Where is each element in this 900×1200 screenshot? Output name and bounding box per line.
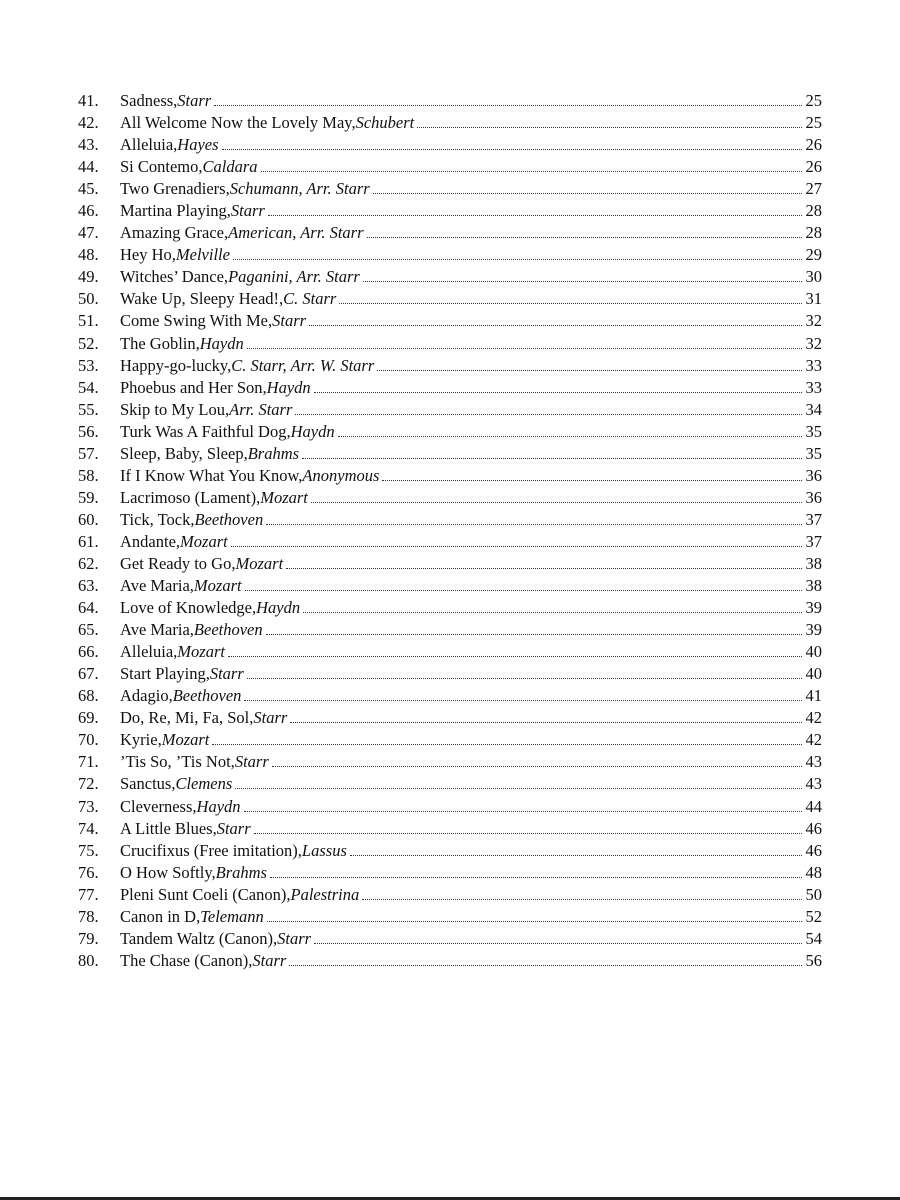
- dot-leader: [231, 546, 802, 547]
- toc-entry: [78, 355, 822, 377]
- entry-number: 71.: [78, 752, 99, 772]
- dot-leader: [247, 678, 802, 679]
- entry-page-number: 52: [805, 906, 822, 926]
- entry-title: Alleluia,: [120, 642, 178, 662]
- entry-page-number: 42: [805, 730, 822, 750]
- entry-number: 43.: [78, 135, 99, 155]
- entry-composer: Starr: [234, 752, 269, 772]
- dot-leader: [295, 414, 802, 415]
- entry-title: Get Ready to Go,: [120, 553, 236, 573]
- entry-title: All Welcome Now the Lovely May,: [120, 113, 356, 133]
- toc-entry: [78, 310, 822, 332]
- entry-title: If I Know What You Know,: [120, 465, 303, 485]
- toc-entry: [78, 377, 822, 399]
- entry-composer: Palestrina: [290, 884, 360, 904]
- entry-title: O How Softly,: [120, 862, 216, 882]
- toc-entry: [78, 950, 822, 972]
- toc-entry: [78, 509, 822, 531]
- entry-number: 49.: [78, 267, 99, 287]
- entry-composer: Beethoven: [193, 620, 263, 640]
- entry-composer: Anonymous: [302, 465, 380, 485]
- entry-page-number: 31: [805, 289, 822, 309]
- toc-entry: [78, 884, 822, 906]
- dot-leader: [268, 215, 802, 216]
- entry-composer: Beethoven: [172, 686, 242, 706]
- entry-composer: Haydn: [199, 333, 244, 353]
- entry-title: Andante,: [120, 531, 181, 551]
- entry-page-number: 36: [805, 465, 822, 485]
- entry-page-number: 29: [805, 245, 822, 265]
- dot-leader: [290, 722, 802, 723]
- entry-composer: Mozart: [161, 730, 210, 750]
- entry-title: Turk Was A Faithful Dog,: [120, 421, 291, 441]
- entry-page-number: 54: [805, 928, 822, 948]
- entry-composer: American, Arr. Starr: [228, 223, 364, 243]
- entry-number: 78.: [78, 906, 99, 926]
- entry-composer: Melville: [175, 245, 230, 265]
- entry-composer: Brahms: [215, 862, 267, 882]
- dot-leader: [286, 568, 802, 569]
- entry-number: 79.: [78, 928, 99, 948]
- toc-entry: [78, 244, 822, 266]
- toc-entry: [78, 421, 822, 443]
- entry-number: 47.: [78, 223, 99, 243]
- entry-title: Phoebus and Her Son,: [120, 377, 267, 397]
- entry-page-number: 25: [805, 113, 822, 133]
- entry-title: Si Contemo,: [120, 157, 203, 177]
- toc-entry: [78, 112, 822, 134]
- entry-page-number: 44: [805, 796, 822, 816]
- dot-leader: [363, 281, 802, 282]
- entry-title: Start Playing,: [120, 664, 210, 684]
- entry-number: 42.: [78, 113, 99, 133]
- dot-leader: [244, 811, 802, 812]
- entry-composer: Hayes: [177, 135, 219, 155]
- entry-composer: Beethoven: [194, 509, 264, 529]
- dot-leader: [270, 877, 802, 878]
- entry-page-number: 26: [805, 135, 822, 155]
- toc-entry: [78, 266, 822, 288]
- entry-number: 55.: [78, 399, 99, 419]
- entry-page-number: 33: [805, 377, 822, 397]
- entry-composer: C. Starr: [283, 289, 337, 309]
- dot-leader: [373, 193, 802, 194]
- dot-leader: [244, 700, 802, 701]
- entry-composer: Starr: [230, 201, 265, 221]
- entry-title: Do, Re, Mi, Fa, Sol,: [120, 708, 254, 728]
- entry-page-number: 56: [805, 950, 822, 970]
- entry-number: 64.: [78, 598, 99, 618]
- entry-title: Sadness,: [120, 91, 178, 110]
- entry-composer: Schubert: [355, 113, 415, 133]
- entry-number: 58.: [78, 465, 99, 485]
- entry-page-number: 35: [805, 421, 822, 441]
- entry-composer: Caldara: [202, 157, 258, 177]
- dot-leader: [272, 766, 802, 767]
- entry-number: 67.: [78, 664, 99, 684]
- entry-number: 51.: [78, 311, 99, 331]
- entry-title: Adagio,: [120, 686, 173, 706]
- dot-leader: [267, 921, 802, 922]
- entry-composer: Starr: [277, 928, 312, 948]
- dot-leader: [245, 590, 802, 591]
- entry-title: Martina Playing,: [120, 201, 231, 221]
- entry-page-number: 28: [805, 201, 822, 221]
- toc-entry: [78, 840, 822, 862]
- entry-title: Tick, Tock,: [120, 509, 195, 529]
- toc-entry: [78, 134, 822, 156]
- table-of-contents: [78, 90, 822, 972]
- toc-entry: [78, 707, 822, 729]
- toc-entry: [78, 796, 822, 818]
- entry-number: 61.: [78, 531, 99, 551]
- entry-composer: Starr: [253, 708, 288, 728]
- toc-entry: [78, 928, 822, 950]
- entry-number: 63.: [78, 576, 99, 596]
- entry-number: 70.: [78, 730, 99, 750]
- dot-leader: [339, 303, 802, 304]
- entry-page-number: 40: [805, 664, 822, 684]
- toc-entry: [78, 333, 822, 355]
- entry-page-number: 27: [805, 179, 822, 199]
- entry-title: Love of Knowledge,: [120, 598, 257, 618]
- entry-page-number: 32: [805, 333, 822, 353]
- dot-leader: [266, 524, 802, 525]
- entry-composer: Starr: [209, 664, 244, 684]
- entry-title: Come Swing With Me,: [120, 311, 273, 331]
- entry-composer: Haydn: [196, 796, 241, 816]
- entry-page-number: 34: [805, 399, 822, 419]
- toc-entry: [78, 685, 822, 707]
- entry-title: Happy-go-lucky,: [120, 355, 232, 375]
- dot-leader: [261, 171, 802, 172]
- entry-number: 50.: [78, 289, 99, 309]
- entry-number: 44.: [78, 157, 99, 177]
- entry-number: 52.: [78, 333, 99, 353]
- entry-page-number: 38: [805, 576, 822, 596]
- entry-page-number: 41: [805, 686, 822, 706]
- entry-title: Cleverness,: [120, 796, 197, 816]
- entry-title: Sleep, Baby, Sleep,: [120, 443, 248, 463]
- entry-number: 46.: [78, 201, 99, 221]
- entry-number: 60.: [78, 509, 99, 529]
- toc-entry: [78, 619, 822, 641]
- entry-page-number: 30: [805, 267, 822, 287]
- toc-entry: [78, 663, 822, 685]
- dot-leader: [314, 392, 802, 393]
- entry-composer: Starr: [216, 818, 251, 838]
- entry-title: Wake Up, Sleepy Head!,: [120, 289, 284, 309]
- toc-entry: [78, 553, 822, 575]
- entry-number: 48.: [78, 245, 99, 265]
- dot-leader: [338, 436, 802, 437]
- entry-title: Witches’ Dance,: [120, 267, 229, 287]
- dot-leader: [222, 149, 802, 150]
- entry-page-number: 43: [805, 752, 822, 772]
- entry-composer: Haydn: [266, 377, 311, 397]
- entry-title: Amazing Grace,: [120, 223, 229, 243]
- dot-leader: [266, 634, 802, 635]
- dot-leader: [233, 259, 802, 260]
- entry-page-number: 50: [805, 884, 822, 904]
- entry-page-number: 46: [805, 840, 822, 860]
- entry-number: 54.: [78, 377, 99, 397]
- toc-entry: [78, 222, 822, 244]
- toc-entry: [78, 156, 822, 178]
- dot-leader: [309, 325, 802, 326]
- dot-leader: [289, 965, 802, 966]
- dot-leader: [314, 943, 802, 944]
- entry-number: 77.: [78, 884, 99, 904]
- toc-entry: [78, 178, 822, 200]
- entry-title: Canon in D,: [120, 906, 201, 926]
- entry-title: A Little Blues,: [120, 818, 217, 838]
- entry-number: 73.: [78, 796, 99, 816]
- entry-title: Sanctus,: [120, 774, 176, 794]
- entry-composer: Haydn: [256, 598, 301, 618]
- dot-leader: [367, 237, 803, 238]
- dot-leader: [382, 480, 802, 481]
- entry-page-number: 42: [805, 708, 822, 728]
- dot-leader: [417, 127, 802, 128]
- dot-leader: [228, 656, 802, 657]
- entry-title: The Goblin,: [120, 333, 200, 353]
- entry-page-number: 38: [805, 553, 822, 573]
- entry-title: Skip to My Lou,: [120, 399, 230, 419]
- entry-composer: Mozart: [180, 531, 228, 551]
- entry-composer: Haydn: [290, 421, 335, 441]
- entry-title: The Chase (Canon),: [120, 950, 253, 970]
- entry-title: Pleni Sunt Coeli (Canon),: [120, 884, 291, 904]
- entry-page-number: 33: [805, 355, 822, 375]
- entry-number: 45.: [78, 179, 99, 199]
- entry-number: 74.: [78, 818, 99, 838]
- entry-number: 80.: [78, 950, 99, 970]
- entry-composer: Mozart: [235, 553, 284, 573]
- entry-composer: Mozart: [260, 487, 308, 507]
- toc-entry: [78, 200, 822, 222]
- entry-number: 57.: [78, 443, 99, 463]
- entry-composer: Starr: [272, 311, 307, 331]
- entry-title: Alleluia,: [120, 135, 178, 155]
- entry-page-number: 26: [805, 157, 822, 177]
- toc-entry: [78, 773, 822, 795]
- toc-entry: [78, 729, 822, 751]
- entry-number: 76.: [78, 862, 99, 882]
- toc-entry: [78, 906, 822, 928]
- dot-leader: [350, 855, 802, 856]
- dot-leader: [212, 744, 802, 745]
- entry-composer: C. Starr, Arr. W. Starr: [231, 355, 375, 375]
- entry-number: 53.: [78, 355, 99, 375]
- toc-entry: [78, 288, 822, 310]
- entry-composer: Brahms: [247, 443, 300, 463]
- entry-page-number: 25: [805, 91, 822, 110]
- entry-number: 72.: [78, 774, 99, 794]
- toc-entry: [78, 443, 822, 465]
- dot-leader: [303, 612, 802, 613]
- dot-leader: [235, 788, 802, 789]
- toc-entry: [78, 487, 822, 509]
- entry-composer: Mozart: [177, 642, 225, 662]
- entry-page-number: 35: [805, 443, 822, 463]
- entry-page-number: 39: [805, 620, 822, 640]
- entry-page-number: 37: [805, 509, 822, 529]
- toc-entry: [78, 818, 822, 840]
- entry-title: ’Tis So, ’Tis Not,: [120, 752, 235, 772]
- entry-page-number: 36: [805, 487, 822, 507]
- entry-composer: Starr: [252, 950, 287, 970]
- dot-leader: [254, 833, 802, 834]
- entry-composer: Clemens: [175, 774, 233, 794]
- toc-entry: [78, 597, 822, 619]
- entry-number: 59.: [78, 487, 99, 507]
- toc-entry: [78, 641, 822, 663]
- entry-page-number: 32: [805, 311, 822, 331]
- entry-composer: Starr: [177, 91, 212, 110]
- toc-entry: [78, 531, 822, 553]
- entry-number: 66.: [78, 642, 99, 662]
- entry-title: Hey Ho,: [120, 245, 176, 265]
- entry-number: 69.: [78, 708, 99, 728]
- toc-entry: [78, 465, 822, 487]
- entry-number: 41.: [78, 91, 99, 110]
- dot-leader: [377, 370, 802, 371]
- entry-title: Lacrimoso (Lament),: [120, 487, 261, 507]
- toc-entry: [78, 751, 822, 773]
- entry-title: Crucifixus (Free imitation),: [120, 840, 302, 860]
- dot-leader: [247, 348, 802, 349]
- entry-composer: Lassus: [301, 840, 347, 860]
- entry-page-number: 48: [805, 862, 822, 882]
- entry-page-number: 43: [805, 774, 822, 794]
- entry-title: Kyrie,: [120, 730, 162, 750]
- entry-composer: Mozart: [193, 576, 242, 596]
- entry-number: 56.: [78, 421, 99, 441]
- entry-composer: Paganini, Arr. Starr: [228, 267, 360, 287]
- dot-leader: [214, 105, 802, 106]
- entry-page-number: 40: [805, 642, 822, 662]
- entry-title: Ave Maria,: [120, 576, 194, 596]
- entry-page-number: 46: [805, 818, 822, 838]
- entry-number: 75.: [78, 840, 99, 860]
- dot-leader: [311, 502, 802, 503]
- entry-page-number: 28: [805, 223, 822, 243]
- entry-title: Tandem Waltz (Canon),: [120, 928, 278, 948]
- entry-title: Ave Maria,: [120, 620, 194, 640]
- toc-entry: [78, 862, 822, 884]
- entry-number: 68.: [78, 686, 99, 706]
- entry-number: 65.: [78, 620, 99, 640]
- dot-leader: [362, 899, 802, 900]
- entry-composer: Telemann: [200, 906, 264, 926]
- entry-composer: Schumann, Arr. Starr: [229, 179, 370, 199]
- dot-leader: [302, 458, 802, 459]
- entry-title: Two Grenadiers,: [120, 179, 230, 199]
- entry-page-number: 39: [805, 598, 822, 618]
- entry-composer: Arr. Starr: [229, 399, 293, 419]
- toc-entry: [78, 90, 822, 112]
- entry-page-number: 37: [805, 531, 822, 551]
- entry-number: 62.: [78, 553, 99, 573]
- toc-entry: [78, 399, 822, 421]
- toc-entry: [78, 575, 822, 597]
